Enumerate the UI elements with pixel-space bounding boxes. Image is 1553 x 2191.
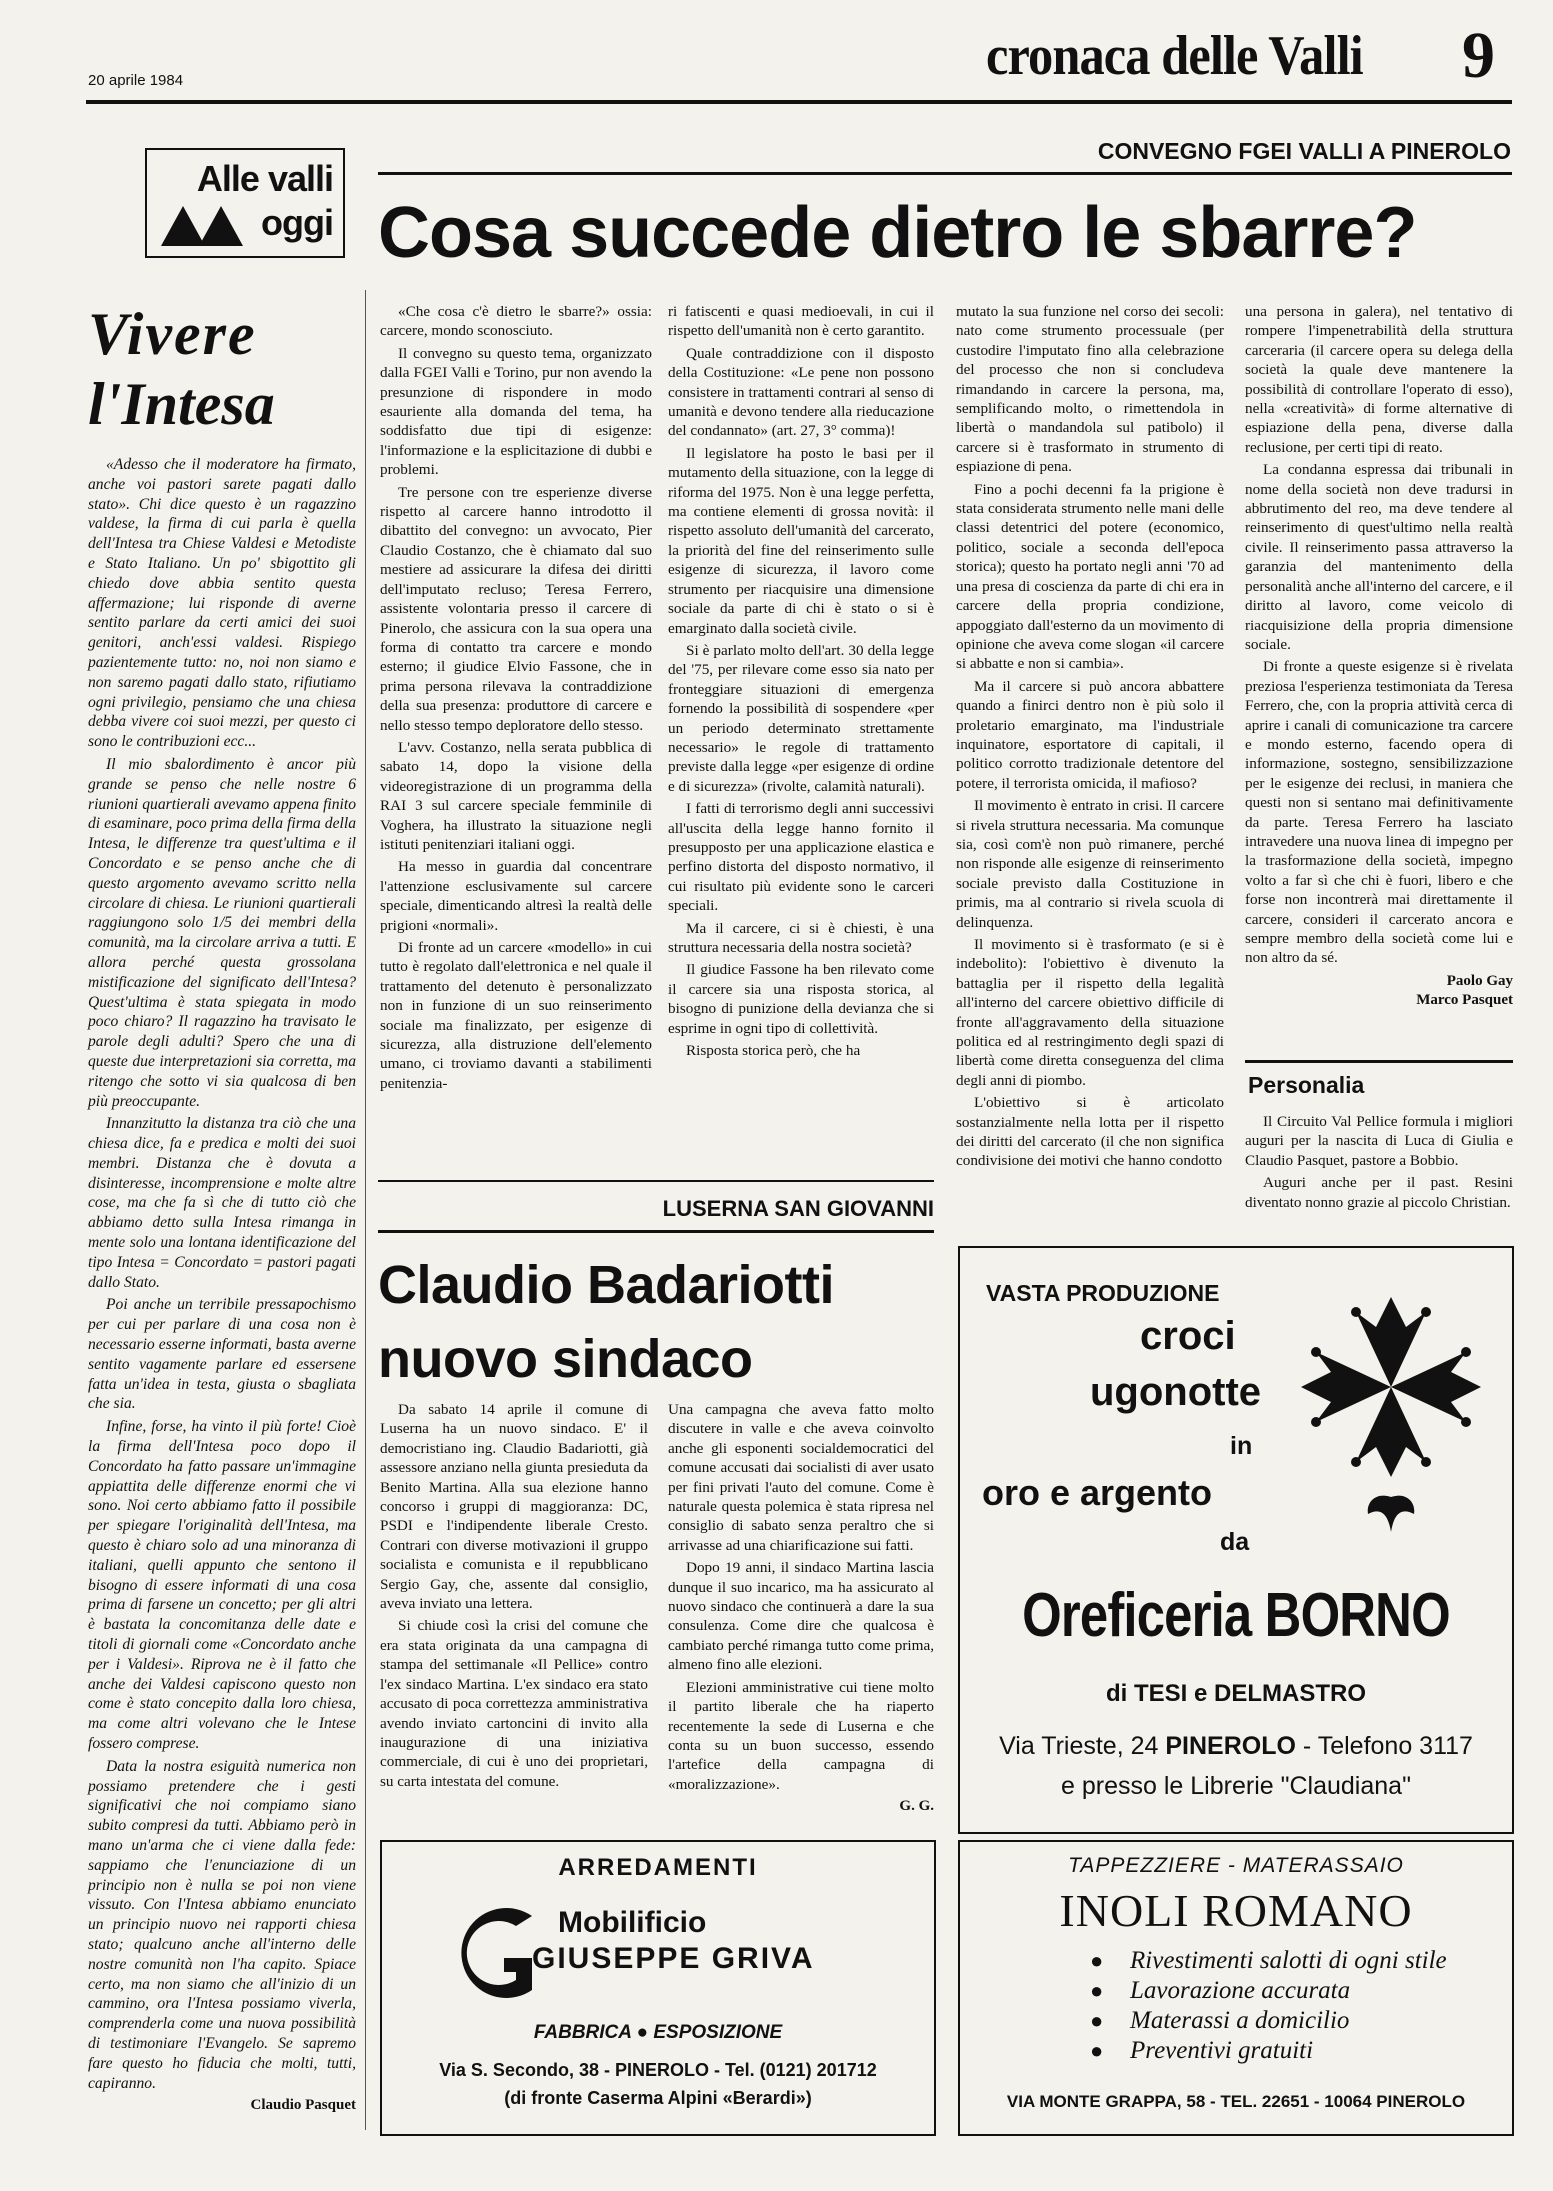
carcere-paragraph: Fino a pochi decenni fa la prigione è stata considerata strumento nelle mani delle classi detentrici del potere (economico, politico, sociale a seconda dell'epoca storica); questo ha portato negli anni '70 ad una presa di coscienza da parte di chi era in carcere della propria condizione, appoggiato dall'esterno da un movimento di opinione che aveva come slogan «il carcere si abbatte e non si cambia». <box>956 480 1224 673</box>
griva-g-logo-icon <box>454 1898 534 2008</box>
rubric-line1: Alle valli <box>196 158 333 199</box>
griva-name-line2: GIUSEPPE GRIVA <box>532 1942 815 1975</box>
inoli-name: INOLI ROMANO <box>1059 1885 1413 1936</box>
sindaco-paragraph: Una campagna che aveva fatto molto discutere in valle e che aveva coinvolto anche gli esponenti socialdemocratici del comune accusati dai socialisti di aver usato per fini privati l'auto del comune. Come è naturale questa polemica è stata ripresa nel consiglio di sabato senza peraltro che si arrivasse ad una chiarificazione sui fatti. <box>668 1401 934 1554</box>
inoli-service-list <box>1090 1946 1500 2066</box>
carcere-col1 <box>380 302 652 1096</box>
intesa-paragraph: Infine, forse, ha vinto il più forte! Cioè la firma dell'Intesa poco dopo il Concordato ha fatto passare un'immagine appiattita delle differenze enormi che vi sono. Noi certo abbiamo fatto il possibile per spiegare l'originalità dell'Intesa, ma questo è chiaro solo ad una minoranza di italiani, quelli appunto che sentono il bisogno di essere informati di una cosa prima di farsene un concetto; per gli altri è bastata la concomitanza delle date e titoli di giornali come «Concordato anche per i Valdesi». Riprova ne è il fatto che anche dei Valdesi capiscono questo non come è stato concepito dalla loro chiesa, ma come altri volevano che le Intese fossero comprese. <box>88 1418 356 1752</box>
intesa-title-line1: Vivere <box>88 301 257 367</box>
carcere-author1: Paolo Gay <box>1446 972 1513 989</box>
carcere-col4 <box>1245 302 1513 1011</box>
inoli-heading: TAPPEZZIERE - MATERASSAIO <box>1068 1854 1404 1877</box>
carcere-paragraph: L'obiettivo si è articolato sostanzialmente nella lotta per il rispetto dei diritti del carcerato (il che non significa condivisione dei motivi che hanno condotto <box>956 1094 1224 1170</box>
borno-name: Oreficeria BORNO <box>1022 1581 1450 1650</box>
sindaco-kicker: LUSERNA SAN GIOVANNI <box>662 1196 934 1221</box>
carcere-paragraph: mutato la sua funzione nel corso dei secoli: nato come strumento processuale (per custodire l'imputato fino alla celebrazione del processo che non si concludeva rimandando in carcere la persona, ma, semplificando molto, o rimettendola in libertà o mandandola sul patibolo) il carcere si è trasformato in strumento di espiazione di pena. <box>956 303 1224 476</box>
borno-address <box>960 1732 1512 1761</box>
borno-line5: oro e argento <box>982 1472 1213 1513</box>
intesa-paragraph: Innanzitutto la distanza tra ciò che una chiesa dice, fa e predica e molti dei suoi membri. Distanza che è dovuta a disinteresse, incomprensione e molte altre cose, ma che fa sì che di tutto ciò che abbiamo detto sulla Intesa rimanga in mente solo una lontana identificazione del tipo Intesa = Concordato = pastori pagati dallo Stato. <box>88 1115 356 1291</box>
griva-tag-right: ESPOSIZIONE <box>653 2022 783 2043</box>
sindaco-paragraph: Si chiude così la crisi del comune che era stata originata da una campagna di stampa del settimanale «Il Pellice» contro l'ex sindaco Martina. L'ex sindaco era stato accusato di poca correttezza amministrativa avendo inviato cartoncini di invito alla inaugurazione di una iniziativa commerciale, di cui è uno dei proprietari, su carta intestata del comune. <box>380 1617 648 1790</box>
carcere-paragraph: Il movimento si è trasformato (e si è indebolito): l'obiettivo è divenuto la battaglia per il rispetto della legalità all'interno del carcere obiettivo difficile di fronte all'aggravamento della situazione politica ed al restringimento degli spazi di libertà come diretta conseguenza del clima degli anni di piombo. <box>956 936 1224 1089</box>
carcere-paragraph: L'avv. Costanzo, nella serata pubblica di sabato 14, dopo la visione della videoregistrazione di un programma della RAI 3 sul carcere speciale femminile di Voghera, ha illustrato la situazione negli istituti penitenziari italiani oggi. <box>380 738 652 853</box>
ad-griva <box>380 1840 936 2136</box>
carcere-paragraph: «Che cosa c'è dietro le sbarre?» ossia: carcere, mondo sconosciuto. <box>380 303 652 340</box>
carcere-col2 <box>668 302 934 1063</box>
paper-title: cronaca delle Valli <box>986 25 1363 87</box>
masthead-rule <box>86 100 1512 104</box>
carcere-paragraph: Di fronte ad un carcere «modello» in cui tutto è regolato dall'elettronica e nel quale il trattamento del detenuto è personalizzato non in funzione di un suo reinserimento sociale ma finalizzato, per esigenze di sicurezza, alla distruzione dell'elemento umano, ci troviamo davanti a stabilimenti penitenzia- <box>380 939 652 1092</box>
griva-tag-left: FABBRICA <box>533 2022 632 2043</box>
column-divider <box>365 290 366 2130</box>
personalia-rule <box>1245 1060 1513 1063</box>
carcere-paragraph: Si è parlato molto dell'art. 30 della legge del '75, per rilevare come esso sia nato per fronteggiare situazioni di emergenza fornendo la possibilità di sospendere «per un periodo determinato strettamente necessario» le regole di trattamento previste dalla legge «per esigenze di ordine e di sicurezza» (rivolte, calamità naturali). <box>668 641 934 795</box>
sindaco-col2 <box>668 1400 934 1817</box>
kicker-rule <box>378 172 1512 175</box>
carcere-paragraph: una persona in galera), nel tentativo di rompere l'impenetrabilità della struttura carceraria (il carcere opera su delega della società la quale deve mantenere la possibilità di controllare l'operato di esso), nella «creatività» di forme alternative di espiazione della pena, diverse dalla reclusione, per certi tipi di reato. <box>1245 303 1513 456</box>
griva-heading: ARREDAMENTI <box>558 1854 758 1881</box>
borno-address-city: PINEROLO <box>1165 1732 1296 1760</box>
intesa-title-line2: l'Intesa <box>88 371 275 437</box>
sindaco-kicker-rule <box>378 1230 934 1233</box>
borno-line2: croci <box>1140 1314 1236 1358</box>
griva-address: Via S. Secondo, 38 - PINEROLO - Tel. (0121) 201712 <box>439 2060 877 2080</box>
sindaco-col1 <box>380 1400 648 1794</box>
carcere-paragraph: Il movimento è entrato in crisi. Il carcere si rivela struttura necessaria. Ma comunque sia, così com'è non può rimanere, perché non risponde alle esigenze di reinserimento sociale previsto dalla Costituzione in primis, ma al contrario si rivela scuola di delinquenza. <box>956 797 1224 931</box>
sindaco-headline-line2: nuovo sindaco <box>378 1329 753 1389</box>
ad-borno <box>958 1246 1514 1834</box>
borno-also: e presso le Librerie "Claudiana" <box>1061 1772 1411 1800</box>
intesa-paragraph: Il mio sbalordimento è ancor più grande se penso che nelle nostre 6 riunioni quartierali avevamo appena finito di esaminare, poco prima della firma della Intesa, le differenze tra quest'ultima e il Concordato e se penso anche che di questo argomento avevamo scritto nella circolare di chiesa. Le riunioni quartierali raggiungono solo 1/5 dei membri della comunità, ma la circolare arriva a tutti. E allora perché questa grossolana mistificazione del significato dell'Intesa? Quest'ultima è stata spiegata in modo poco chiaro? Il ragazzino ha travisato le parole degli adulti? Spero che una di queste due interpretazioni sia corretta, ma ritengo che sotto vi sia qualcosa di ben più preoccupante. <box>88 755 356 1110</box>
carcere-paragraph: Il giudice Fassone ha ben rilevato come il carcere sia una risposta storica, al bisogno di punizione della devianza che si esprime in ogni tipo di collettività. <box>668 961 934 1037</box>
borno-owners: di TESI e DELMASTRO <box>1105 1680 1366 1707</box>
sindaco-paragraph: Dopo 19 anni, il sindaco Martina lascia dunque il suo incarico, ma ha assicurato al nuovo sindaco che continuerà a dare la sua consulenza. Come dire che qualcosa è cambiato perché rimanga tutto come prima, almeno fino alle elezioni. <box>668 1559 934 1674</box>
carcere-paragraph: La condanna espressa dai tribunali in nome della società non deve tradursi in abbrutimento del reo, ma deve tendere al reinserimento di quest'ultimo nella realtà civile. Il reinserimento passa attraverso la garanzia del mantenimento della personalità anche all'interno del carcere, e il diritto al lavoro, come veicolo di riacquisizione della propria dimensione sociale. <box>1245 461 1513 653</box>
griva-note: (di fronte Caserma Alpini «Berardi») <box>504 2088 812 2108</box>
carcere-author2: Marco Pasquet <box>1416 992 1513 1009</box>
inoli-services <box>1090 1946 1500 2066</box>
ad-inoli <box>958 1840 1514 2136</box>
borno-line6: da <box>1220 1528 1250 1556</box>
intesa-paragraph: «Adesso che il moderatore ha firmato, anche voi pastori sarete pagati dallo stato». Chi dice questo è un ragazzino valdese, la firma di cui parla è quella dell'Intesa tra Chiese Valdesi e Metodiste e Stato Italiano. Un po' sbigottito gli chiedo dove abbia sentito questa affermazione; lui risponde di averne sentito parlare da certi amici dei suoi genitori, anch'essi valdesi. Rispiego pazientemente tutto: no, noi non siamo e non saremo pagati dallo stato, rifiutiamo ogni privilegio, pensiamo che una chiesa debba vivere coi suoi mezzi, per questo ci sono le contribuzioni ecc... <box>88 456 356 751</box>
page-number: 9 <box>1462 19 1495 92</box>
personalia-body <box>1245 1112 1513 1215</box>
carcere-paragraph: ri fatiscenti e quasi medioevali, in cui il rispetto dell'umanità non è certo garantito. <box>668 303 934 340</box>
carcere-paragraph: I fatti di terrorismo degli anni successivi all'uscita della legge hanno fornito il presupposto per una applicazione elastica e perfino distorta del disposto normativo, il cui risultato più evidente sono le carceri speciali. <box>668 800 934 915</box>
sindaco-top-rule <box>378 1180 934 1182</box>
borno-line3: ugonotte <box>1090 1370 1262 1414</box>
borno-line1: VASTA PRODUZIONE <box>986 1280 1220 1306</box>
intesa-paragraph: Poi anche un terribile pressapochismo per cui per parlare di una cosa non è necessario esserne informati, basta averne sentito vagamente parlare ed essersene fatta un'idea in testa, giusta o sbagliata che sia. <box>88 1296 356 1413</box>
inoli-service-item: ● Rivestimenti salotti di ogni stile <box>1090 1946 1500 1976</box>
sindaco-paragraph: Elezioni amministrative cui tiene molto il partito liberale che ha riaperto recentemente la sede di Luserna e che conta su un buon successo, essendo l'artefice della campagna di «moralizzazione». <box>668 1678 934 1793</box>
inoli-address: VIA MONTE GRAPPA, 58 - TEL. 22651 - 10064 PINEROLO <box>1006 2092 1466 2111</box>
issue-date: 20 aprile 1984 <box>88 72 184 89</box>
carcere-headline: Cosa succede dietro le sbarre? <box>378 193 1417 273</box>
inoli-service-item: ● Materassi a domicilio <box>1090 2006 1500 2036</box>
sindaco-author: G. G. <box>899 1798 934 1815</box>
griva-name-line1: Mobilificio <box>558 1906 707 1939</box>
carcere-paragraph: Ha messo in guardia dal concentrare l'attenzione esclusivamente sul carcere speciale, dimenticando altresì la realtà delle prigioni «normali». <box>380 858 652 934</box>
huguenot-cross-icon <box>1296 1292 1486 1542</box>
carcere-paragraph: Quale contraddizione con il disposto della Costituzione: «Le pene non possono consistere in trattamenti contrari al senso di umanità e devono tendere alla rieducazione del condannato» (art. 27, 3° comma)! <box>668 344 934 440</box>
intesa-paragraph: Data la nostra esiguità numerica non possiamo pretendere che i gesti significativi che noi compiamo siano subito compresi da tutti. Abbiamo però in mano un'arma che ci viene dalla fede: sappiamo che l'enunciazione di un principio non è nulla se poi non viene vissuto. Con l'Intesa abbiamo enunciato un principio nuovo nei rapporti chiesa stato; qualcuno anche all'interno delle nostre comunità non l'ha capito. Spiace certo, ma non siamo che all'inizio di un cammino, ora l'Intesa possiamo viverla, comprenderla come una nuova possibilità di testimoniare l'Evangelo. Se sapremo fare questo ho fiducia che molti, tutti, capiranno. <box>88 1757 356 2092</box>
inoli-service-item: ● Preventivi gratuiti <box>1090 2036 1500 2066</box>
sindaco-paragraph: Da sabato 14 aprile il comune di Luserna ha un nuovo sindaco. E' il democristiano ing. Claudio Badariotti, già assessore anziano nella giunta presieduta da Benito Martina. Alla sua elezione hanno concorso i gruppi di maggioranza: DC, PSDI e l'indipendente liberale Cresto. Contrari con diverse motivazioni il gruppo socialista e comunista e il repubblicano Sergio Gay, che, assente dal consiglio, aveva inviato una lettera. <box>380 1401 648 1613</box>
carcere-paragraph: Ma il carcere, ci si è chiesti, è una struttura necessaria della nostra società? <box>668 919 934 956</box>
mountains-icon <box>161 202 247 246</box>
carcere-paragraph: Risposta storica però, che ha <box>686 1042 861 1060</box>
personalia-heading: Personalia <box>1248 1072 1365 1098</box>
griva-tagline: FABBRICA ● ESPOSIZIONE <box>533 2022 783 2043</box>
carcere-kicker: CONVEGNO FGEI VALLI A PINEROLO <box>1097 138 1511 164</box>
sindaco-headline-line1: Claudio Badariotti <box>378 1255 835 1315</box>
intesa-author: Claudio Pasquet <box>250 2097 356 2114</box>
carcere-paragraph: Di fronte a queste esigenze si è rivelata preziosa l'esperienza testimoniata da Teresa Ferrero, che, con la propria attività cerca di aprire i canali di comunicazione tra carcere e mondo esterno, facendo opera di informazione, sostegno, sensibilizzazione per le esigenze dei reclusi, in maniera che questi non si sentano mai definitivamente da parte. Teresa Ferrero ha lasciato intravedere una nuova linea di impegno per la trasformazione della società, impegno volto a far sì che chi è fuori, libero e che forse non incontrerà mai direttamente il carcere, consideri il carcerato ancora e sempre membro della società come lui e non altro da sé. <box>1245 658 1513 967</box>
rubric-line2: oggi <box>261 202 333 243</box>
borno-address-phone: - Telefono 3117 <box>1295 1732 1473 1760</box>
borno-address-street: Via Trieste, 24 <box>999 1732 1166 1760</box>
carcere-paragraph: Il convegno su questo tema, organizzato dalla FGEI Valli e Torino, pur non avendo la presunzione di rispondere in modo esauriente alla domanda del tema, ha soddisfatto due tipi di esigenze: l'informazione e la esplicitazione di dubbi e problemi. <box>380 344 652 479</box>
personalia-paragraph: Il Circuito Val Pellice formula i migliori auguri per la nascita di Luca di Giulia e Claudio Pasquet, pastore a Bobbio. <box>1245 1113 1513 1169</box>
inoli-service-item: ● Lavorazione accurata <box>1090 1976 1500 2006</box>
rubric-box <box>145 148 345 258</box>
borno-line4: in <box>1230 1432 1253 1460</box>
carcere-paragraph: Il legislatore ha posto le basi per il mutamento della situazione, con la legge di riforma del 1975. Non è una legge perfetta, ma contiene elementi di grossa novità: il rispetto assoluto dell'umanità del carcerato, la priorità del fine del reinserimento sulle esigenze di sicurezza, il lavoro come strumento per riacquisire una dimensione sociale da parte di chi è stato o si è emarginato dalla società civile. <box>668 444 934 637</box>
intesa-body <box>88 455 356 2116</box>
carcere-col3 <box>956 302 1224 1174</box>
carcere-paragraph: Tre persone con tre esperienze diverse rispetto al carcere hanno introdotto il dibattito del convegno: un avvocato, Pier Claudio Costanzo, che è chiamato dal suo mestiere ad assicurare la difesa dei diritti dell'imputato recluso; Teresa Ferrero, assistente volontaria presso il carcere di Pinerolo, che assicura con la sua opera una forma di contatto tra carcere e mondo esterno; il giudice Elvio Fassone, che in prima persona rilevava la contraddizione della sua presenza: produttore di carcere e nello stesso tempo deploratore dello stesso. <box>380 483 652 734</box>
personalia-paragraph: Auguri anche per il past. Resini diventato nonno grazie al piccolo Christian. <box>1245 1174 1513 1211</box>
carcere-paragraph: Ma il carcere si può ancora abbattere quando a finirci dentro non è più solo il proletario emarginato, ma l'industriale inquinatore, esportatore di capitali, il politico corrotto tradizionale detentore del potere, il terrorista omicida, il mafioso? <box>956 677 1224 792</box>
